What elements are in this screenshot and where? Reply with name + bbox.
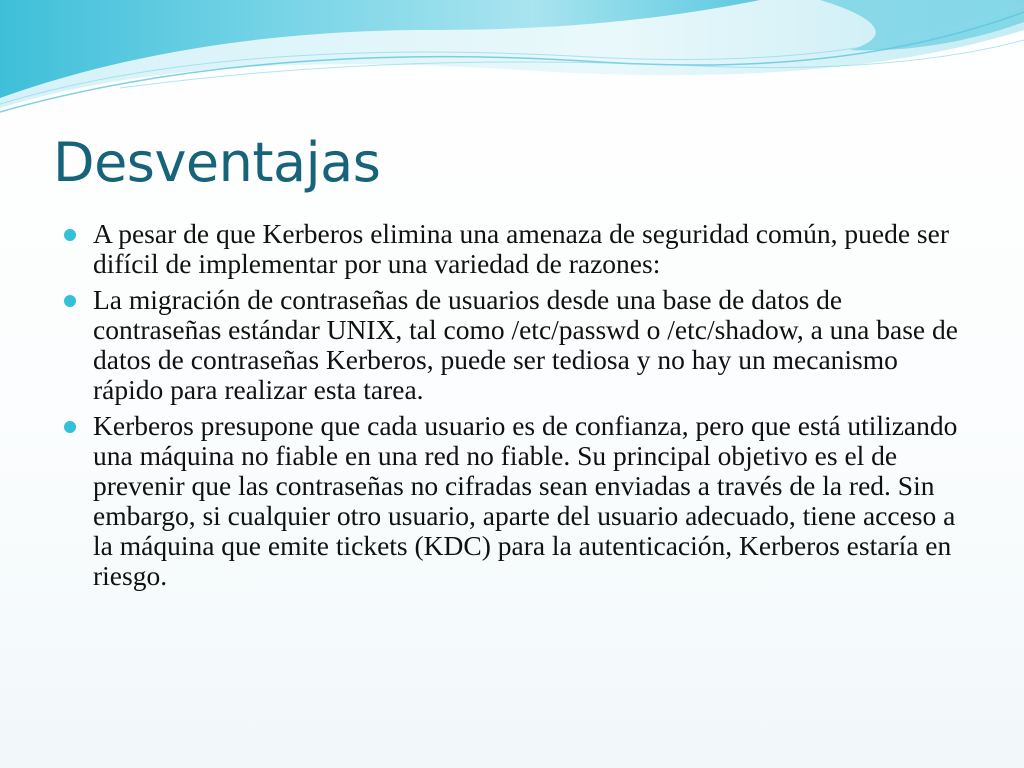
bullet-dot-icon — [64, 229, 76, 241]
header-wave-decoration — [0, 0, 1024, 130]
slide-title: Desventajas — [53, 131, 381, 194]
bullet-item — [64, 285, 969, 405]
bullet-text: A pesar de que Kerberos elimina una amenaza de seguridad común, puede ser difícil de implementar por una variedad de razones: — [93, 218, 949, 279]
bullet-list — [64, 219, 969, 597]
bullet-item — [64, 219, 969, 279]
bullet-item — [64, 411, 969, 591]
bullet-dot-icon — [64, 295, 76, 307]
bullet-dot-icon — [64, 421, 76, 433]
bullet-text: Kerberos presupone que cada usuario es de confianza, pero que está utilizando una máquina no fiable en una red no fiable. Su principal objetivo es el de prevenir que las contraseñas no cifradas sean enviadas a través de la red. Sin embargo, si cualquier otro usuario, aparte del usuario adecuado, tiene acceso a la máquina que emite tickets (KDC) para la autenticación, Kerberos estaría en riesgo. — [93, 410, 958, 591]
bullet-text: La migración de contraseñas de usuarios desde una base de datos de contraseñas estándar UNIX, tal como /etc/passwd o /etc/shadow, a una base de datos de contraseñas Kerberos, puede ser tediosa y no hay un mecanismo rápido para realizar esta tarea. — [93, 284, 958, 405]
